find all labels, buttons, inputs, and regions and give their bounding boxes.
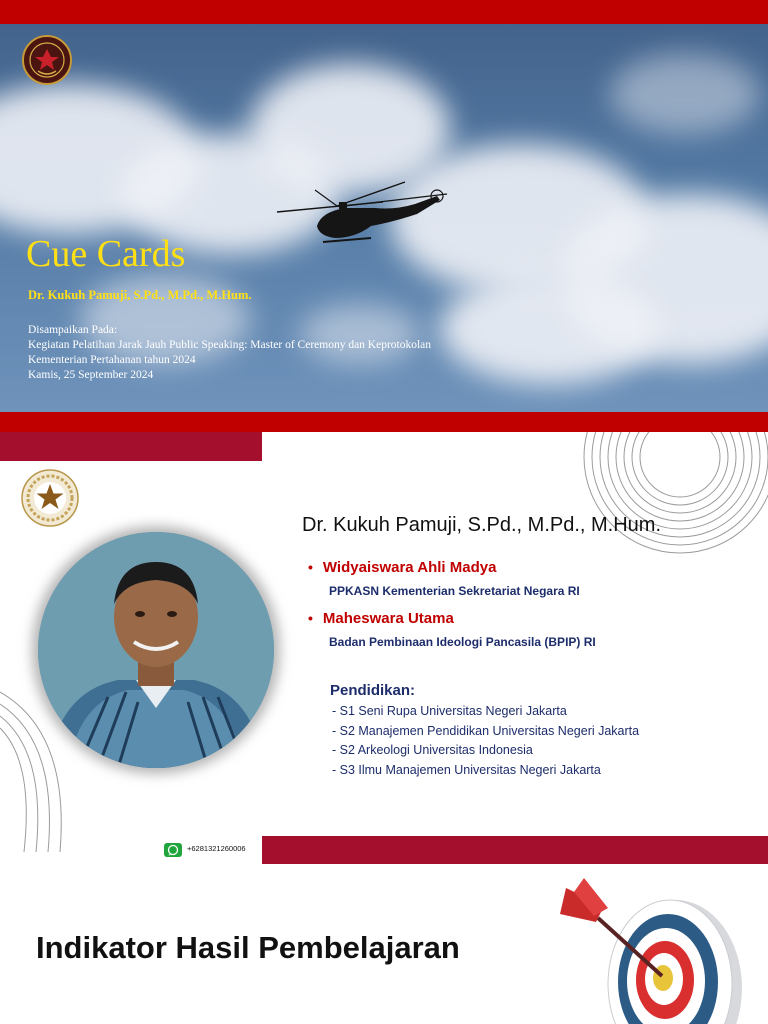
education-item: - S2 Manajemen Pendidikan Universitas Negeri Jakarta [332,723,640,738]
star-emblem-icon [20,468,80,528]
role-organization: PPKASN Kementerian Sekretariat Negara RI [329,584,580,598]
delivered-label: Disampaikan Pada: [28,324,118,336]
education-item: - S1 Seni Rupa Universitas Negeri Jakarta [332,704,567,718]
education-list [332,702,639,780]
education-item: - S2 Arkeologi Universitas Indonesia [332,743,533,757]
role-title: Widyaiswara Ahli Madya [322,559,497,576]
helicopter-icon [275,178,455,250]
event-name: Kegiatan Pelatihan Jarak Jauh Public Speaking: Master of Ceremony dan Keprotokolan [28,339,432,351]
organizer-name: Kementerian Pertahanan tahun 2024 [28,354,196,366]
dartboard-target-icon [556,878,756,1024]
bottom-maroon-bar [262,836,768,864]
education-item: - S3 Ilmu Manajemen Universitas Negeri Jakarta [332,762,601,777]
cover-event-details [28,323,431,383]
slide-speaker-profile [0,432,768,864]
event-date: Kamis, 25 September 2024 [28,369,154,381]
top-red-band [0,0,768,24]
cover-author: Dr. Kukuh Pamuji, S.Pd., M.Pd., M.Hum. [28,288,252,302]
bullet-icon: • [308,610,313,626]
role-item [308,610,596,649]
bottom-red-band [0,412,768,432]
whatsapp-icon [164,843,182,857]
role-title: Maheswara Utama [322,610,454,627]
cover-title: Cue Cards [26,233,186,275]
top-maroon-bar [0,432,262,461]
education-heading: Pendidikan: [330,682,416,699]
bullet-icon: • [308,559,313,575]
ministry-emblem-icon [22,35,72,85]
slide-cover [0,0,768,432]
phone-number: +6281321260006 [187,844,246,853]
speaker-portrait [38,532,274,768]
role-organization: Badan Pembinaan Ideologi Pancasila (BPIP) RI [329,635,596,649]
slide-title: Indikator Hasil Pembelajaran [36,930,460,965]
speaker-name: Dr. Kukuh Pamuji, S.Pd., M.Pd., M.Hum. [302,514,662,536]
role-item [308,559,580,598]
slide-learning-outcomes [0,864,768,1024]
